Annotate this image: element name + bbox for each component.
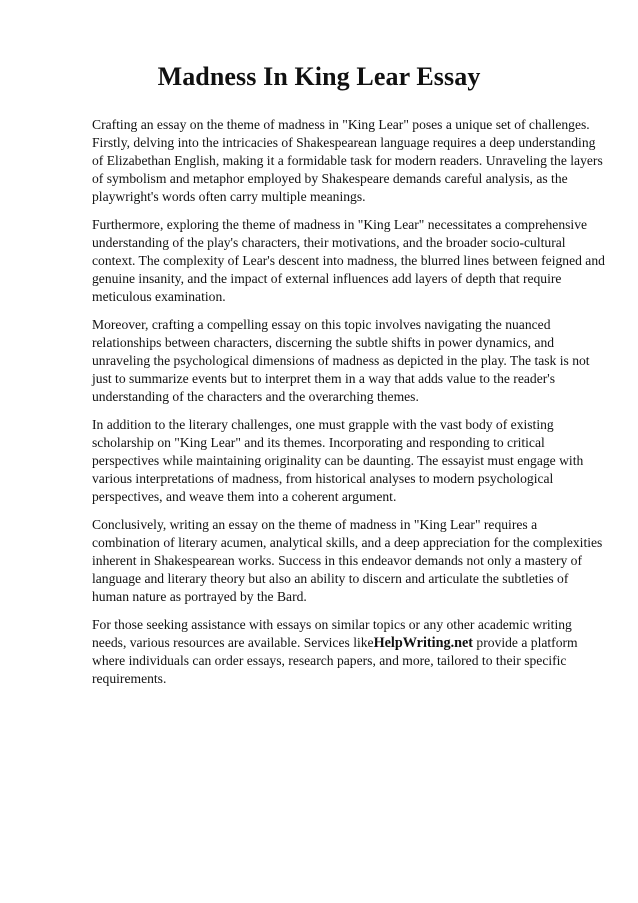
paragraph-4: In addition to the literary challenges, one must grapple with the vast body of existing scholarship on "King Lear" and its themes. Incorporating and responding to critical perspectives while maintaining originality can be daunting. The essayist must engage with various interpretations of madness, from historical analyses to modern psychological perspectives, and weave them into a coherent argument. [92, 417, 584, 504]
helpwriting-link[interactable]: HelpWriting.net [373, 635, 474, 651]
paragraph-5: Conclusively, writing an essay on the theme of madness in "King Lear" requires a combination of literary acumen, analytical skills, and a deep appreciation for the complexities inherent in Shakespearean works. Success in this endeavor demands not only a mastery of language and literary theory but also an ability to discern and articulate the subtleties of human nature as portrayed by the Bard. [92, 517, 603, 604]
paragraph-2: Furthermore, exploring the theme of madness in "King Lear" necessitates a comprehensive understanding of the play's characters, their motivations, and the broader socio-cultural context. The complexity of Lear's descent into madness, the blurred lines between feigned and genuine insanity, and the impact of external influences add layers of depth that require meticulous examination. [92, 217, 605, 304]
document-title: Madness In King Lear Essay [157, 62, 481, 91]
paragraph-3: Moreover, crafting a compelling essay on this topic involves navigating the nuanced relationships between characters, discerning the subtle shifts in power dynamics, and unraveling the psychological dimensions of madness as depicted in the play. The task is not just to summarize events but to interpret them in a way that adds value to the reader's understanding of the characters and the overarching themes. [92, 317, 590, 404]
paragraph-6 [92, 616, 607, 688]
paragraph-6-outro: provide a platform where individuals can order essays, research papers, and more, tailored to their specific requirements. [92, 635, 578, 686]
paragraph-6-intro: For those seeking assistance with essays on similar topics or any other academic writing needs, various resources are available. Services like [92, 617, 572, 650]
paragraph-1: Crafting an essay on the theme of madness in "King Lear" poses a unique set of challenges. Firstly, delving into the intricacies of Shakespearean language requires a deep understanding of Elizabethan English, making it a formidable task for modern readers. Unraveling the layers of symbolism and metaphor employed by Shakespeare demands careful analysis, as the playwright's words often carry multiple meanings. [92, 117, 603, 204]
